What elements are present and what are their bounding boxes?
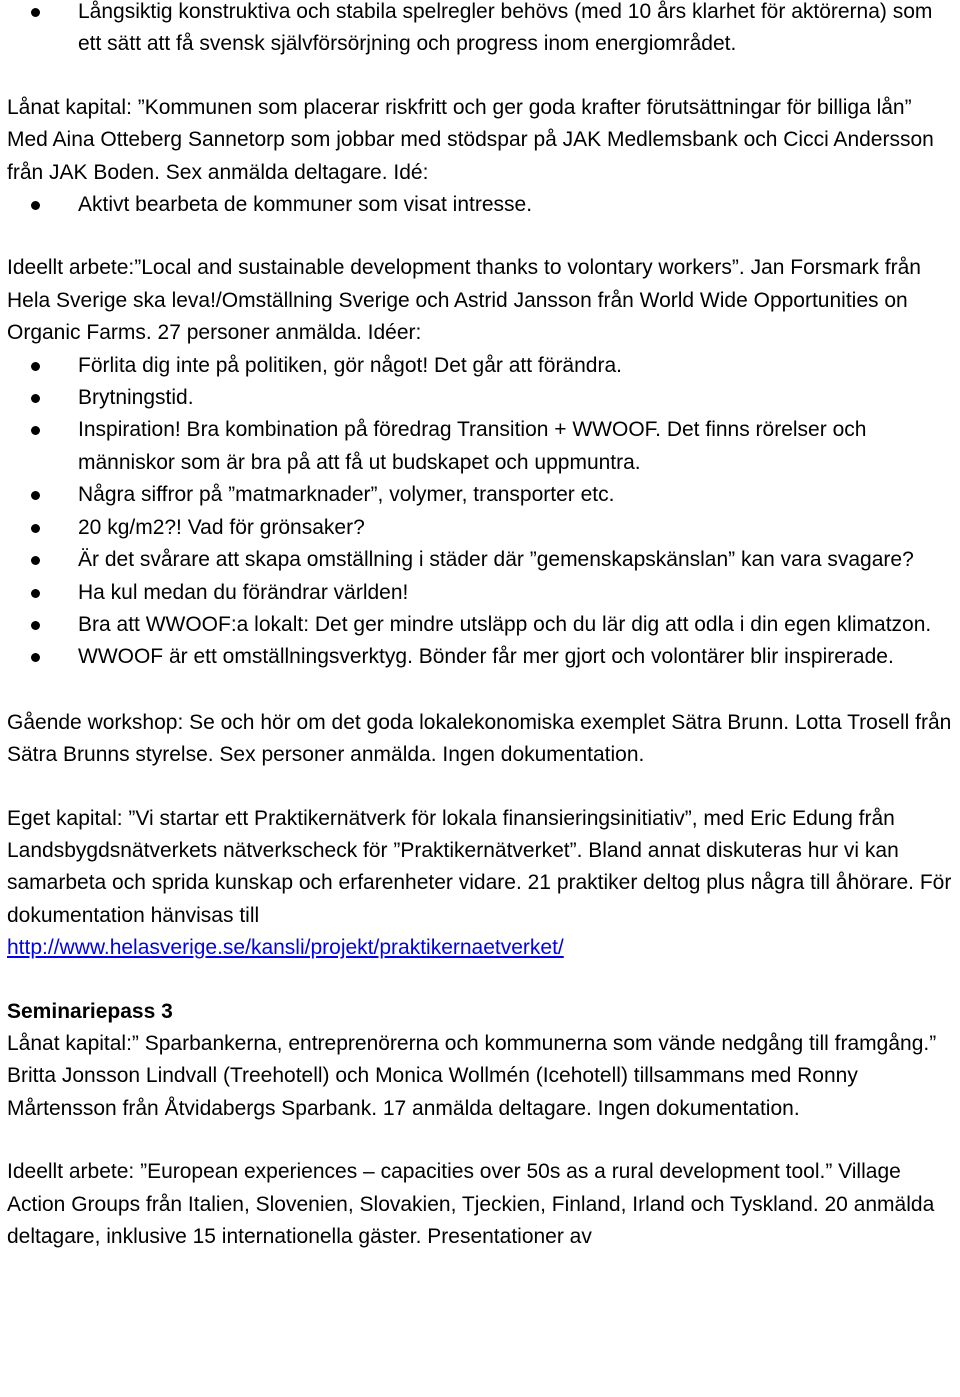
spacer: [7, 772, 957, 803]
bullet-list-lanat-kapital-ideas: [7, 189, 957, 221]
list-item: Inspiration! Bra kombination på föredrag Transition + WWOOF. Det finns rörelser och människor som är bra på att få ut budskapet och uppmuntra.: [7, 414, 957, 479]
bullet-list-energy: [7, 0, 957, 61]
paragraph-lanat-kapital-1: Lånat kapital: ”Kommunen som placerar riskfritt och ger goda krafter förutsättningar för billiga lån” Med Aina Otteberg Sannetorp som jobbar med stödspar på JAK Medlemsbank och Cicci Andersson från JAK Boden. Sex anmälda deltagare. Idé:: [7, 95, 934, 184]
list-item: 20 kg/m2?! Vad för grönsaker?: [7, 512, 957, 544]
list-item: Är det svårare att skapa omställning i städer där ”gemenskapskänslan” kan vara svagare?: [7, 544, 957, 576]
bullet-list-ideellt-arbete-ideas: [7, 350, 957, 674]
spacer: [7, 1125, 957, 1156]
list-item: WWOOF är ett omställningsverktyg. Bönder får mer gjort och volontärer blir inspirerade.: [7, 641, 957, 673]
praktikernatverket-link[interactable]: http://www.helasverige.se/kansli/projekt/praktikernaetverket/: [7, 936, 564, 960]
spacer: [7, 61, 957, 92]
paragraph-ideellt-arbete-1: Ideellt arbete:”Local and sustainable development thanks to volontary workers”. Jan Forsmark från Hela Sverige ska leva!/Omställning Sverige och Astrid Jansson från World Wide Opportunities on Organic Farms. 27 personer anmälda. Idéer:: [7, 256, 921, 345]
section-heading-seminariepass-3: Seminariepass 3: [7, 999, 173, 1023]
list-item: Långsiktig konstruktiva och stabila spelregler behövs (med 10 års klarhet för aktörerna) som ett sätt att få svensk självförsörjning och progress inom energiområdet.: [7, 0, 957, 61]
document-page: [7, 0, 957, 1253]
list-item: Brytningstid.: [7, 382, 957, 414]
paragraph-gaende-workshop: Gående workshop: Se och hör om det goda lokalekonomiska exemplet Sätra Brunn. Lotta Trosell från Sätra Brunns styrelse. Sex personer anmälda. Ingen dokumentation.: [7, 710, 952, 767]
eget-kapital-text: Eget kapital: ”Vi startar ett Praktikernätverk för lokala finansieringsinitiativ”, med Eric Edung från Landsbygdsnätverkets nätverkscheck för ”Praktikernätverket”. Bland annat diskuteras hur vi kan samarbeta och sprida kunskap och erfarenheter vidare. 21 praktiker deltog plus några till åhörare. För dokumentation hänvisas till: [7, 806, 952, 927]
paragraph-lanat-kapital-2: Lånat kapital:” Sparbankerna, entreprenörerna och kommunerna som vände nedgång till framgång.” Britta Jonsson Lindvall (Treehotell) och Monica Wollmén (Icehotell) tillsammans med Ronny Mårtensson från Åtvidabergs Sparbank. 17 anmälda deltagare. Ingen dokumentation.: [7, 1031, 937, 1120]
spacer: [7, 674, 957, 707]
spacer: [7, 965, 957, 996]
spacer: [7, 221, 957, 252]
list-item: Förlita dig inte på politiken, gör något! Det går att förändra.: [7, 350, 957, 382]
list-item: Bra att WWOOF:a lokalt: Det ger mindre utsläpp och du lär dig att odla i din egen klimatzon.: [7, 609, 957, 641]
paragraph-eget-kapital: [7, 803, 957, 965]
list-item: Ha kul medan du förändrar världen!: [7, 577, 957, 609]
paragraph-ideellt-arbete-2: Ideellt arbete: ”European experiences – capacities over 50s as a rural development tool.” Village Action Groups från Italien, Slovenien, Slovakien, Tjeckien, Finland, Irland och Tyskland. 20 anmälda deltagare, inklusive 15 internationella gäster. Presentationer av: [7, 1160, 935, 1248]
list-item: Aktivt bearbeta de kommuner som visat intresse.: [7, 189, 957, 221]
list-item: Några siffror på ”matmarknader”, volymer, transporter etc.: [7, 479, 957, 511]
